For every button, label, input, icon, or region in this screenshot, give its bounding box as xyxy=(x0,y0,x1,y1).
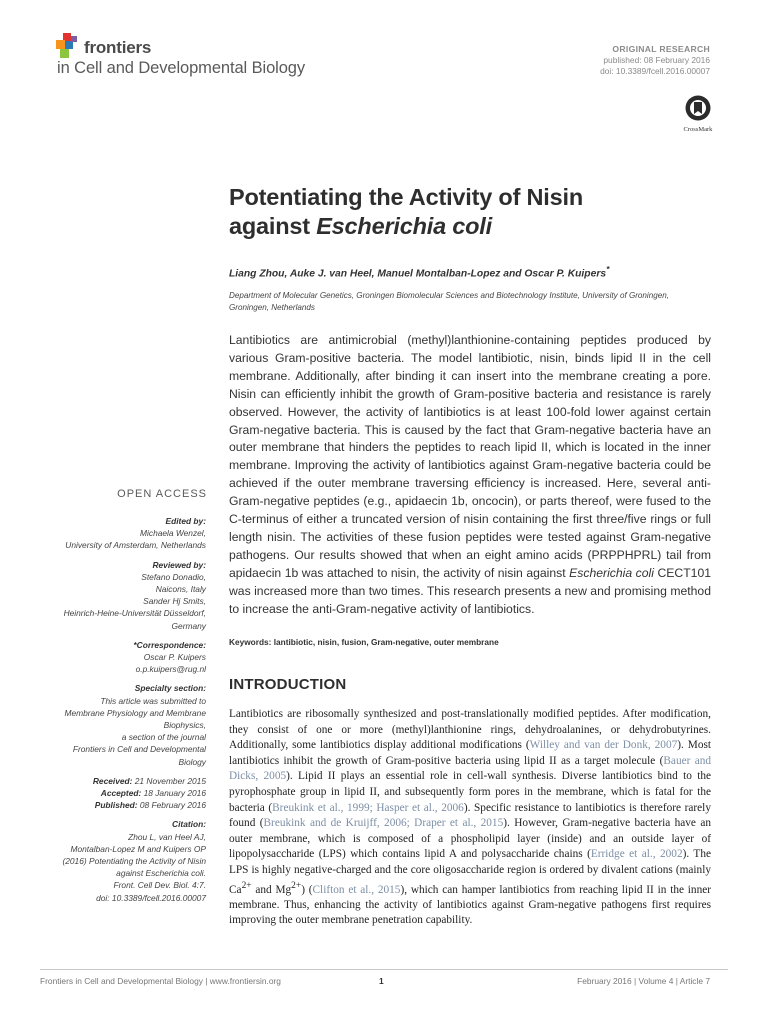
intro-text: and Mg xyxy=(251,883,292,896)
reviewer-affiliation: Naicons, Italy xyxy=(155,584,206,595)
article-info-sidebar xyxy=(40,515,206,911)
abstract-text-end: CECT101 was increased more than two times. This research presents a new and promising method to increase the anti-Gram-negative activity of lantibiotics. xyxy=(229,565,712,616)
citation-link[interactable]: Erridge et al., 2002 xyxy=(590,848,683,861)
received-label: Received: xyxy=(92,775,133,786)
specialty-line: This article was submitted to xyxy=(100,695,206,706)
footer-issue-info: February 2016 | Volume 4 | Article 7 xyxy=(577,976,710,986)
brand-name[interactable]: frontiers xyxy=(84,38,152,57)
crossmark-label: CrossMark xyxy=(683,126,713,133)
frontiers-logo-icon xyxy=(56,33,80,59)
citation-link[interactable]: Bauer and Dicks, 2005 xyxy=(229,754,712,783)
article-title xyxy=(229,183,709,241)
dates-section xyxy=(40,775,206,812)
citation-link[interactable]: Breukink et al., 1999; Hasper et al., 2006 xyxy=(272,801,464,814)
citation-line: (2016) Potentiating the Activity of Nisin xyxy=(62,856,206,867)
intro-text: ). The LPS is highly negative-charged and the core oligosaccharide region is ordered by divalent cations (mainly Ca xyxy=(229,848,711,896)
correspondence-email[interactable]: o.p.kuipers@rug.nl xyxy=(135,664,206,675)
accepted-row xyxy=(40,787,206,799)
article-type: ORIGINAL RESEARCH xyxy=(612,44,710,54)
citation-label: Citation: xyxy=(172,819,206,830)
reviewer-name[interactable]: Sander Hj Smits, xyxy=(143,596,206,607)
citation-line: Front. Cell Dev. Biol. 4:7. xyxy=(113,880,206,891)
footer-divider xyxy=(40,969,728,970)
accepted-date: 18 January 2016 xyxy=(143,788,206,799)
open-access-label: OPEN ACCESS xyxy=(117,488,207,500)
specialty-section xyxy=(40,682,206,767)
reviewer-affiliation: Heinrich-Heine-Universität Düsseldorf, xyxy=(63,608,206,619)
specialty-line: a section of the journal xyxy=(121,732,206,743)
edited-by-label: Edited by: xyxy=(165,516,206,526)
authors[interactable]: Liang Zhou, Auke J. van Heel, Manuel Montalban-Lopez and Oscar P. Kuipers xyxy=(229,268,607,280)
title-species: Escherichia coli xyxy=(316,213,492,239)
keywords: Keywords: lantibiotic, nisin, fusion, Gram-negative, outer membrane xyxy=(229,637,499,647)
citation-line: Zhou L, van Heel AJ, xyxy=(128,831,206,842)
affiliation: Department of Molecular Genetics, Groningen Biomolecular Sciences and Biotechnology Institute, University of Groningen, Groningen, Netherlands xyxy=(229,291,669,312)
received-date: 21 November 2015 xyxy=(134,775,206,786)
reviewer-name[interactable]: Stefano Donadio, xyxy=(141,571,206,582)
author-list xyxy=(229,264,719,279)
citation-doi[interactable]: doi: 10.3389/fcell.2016.00007 xyxy=(96,892,206,903)
published-date-sidebar: 08 February 2016 xyxy=(139,800,206,811)
correspondence-label: *Correspondence: xyxy=(133,639,206,650)
specialty-line: Biology xyxy=(178,756,206,767)
intro-text: ). Specific resistance to lantibiotics is therefore rarely found ( xyxy=(229,801,711,830)
edited-by-section xyxy=(40,515,206,552)
published-row xyxy=(40,799,206,811)
abstract xyxy=(229,332,711,619)
citation-link[interactable]: Willey and van der Donk, 2007 xyxy=(529,739,678,752)
corresponding-mark: * xyxy=(606,264,610,274)
crossmark-icon xyxy=(685,95,711,121)
doi-link[interactable]: doi: 10.3389/fcell.2016.00007 xyxy=(600,66,710,76)
specialty-label: Specialty section: xyxy=(134,683,206,694)
introduction-paragraph xyxy=(229,707,711,929)
specialty-line: Frontiers in Cell and Developmental xyxy=(72,744,206,755)
title-line-2-prefix: against xyxy=(229,213,317,239)
superscript: 2+ xyxy=(291,880,302,891)
citation-line: Montalban-Lopez M and Kuipers OP xyxy=(70,843,206,854)
intro-text: ). Most lantibiotics inhibit the growth of Gram-positive bacteria using lipid II as a target molecule ( xyxy=(229,739,712,767)
intro-text: ). Lipid II plays an essential role in cell-wall synthesis. Diverse lantibiotics bind to the pyrophosphate group in lipid II, and subsequently form pores in the membrane, which is fatal for the bacteria ( xyxy=(229,770,711,814)
abstract-text: Lantibiotics are antimicrobial (methyl)lanthionine-containing peptides produced by various Gram-positive bacteria. The model lantibiotic, nisin, binds lipid II in the cell membrane. Additionally, after binding it can insert into the membrane creating a pore. Nisin can efficiently inhibit the growth of Gram-positive bacteria and resistance is rarely observed. However, the activity of lantibiotics is at least 100-fold lower against certain Gram-negative bacteria. This is caused by the fact that Gram-negative bacteria have an outer membrane that hinders the peptides to reach lipid II, which is located in the inner membrane. Improving the activity of lantibiotics against Gram-negative bacteria could be achieved if the outer membrane traversing efficiency is increased. Here, several anti-Gram-negative peptides (e.g., apidaecin 1b, oncocin), or parts thereof, were fused to the C-terminus of either a truncated version of nisin containing the first three/five rings or full length nisin. The activities of these fusion peptides were tested against Gram-negative pathogens. Our results showed that when an eight amino acids (PRPPHPRL) tail from apidaecin 1b was attached to nisin, the activity of nisin against xyxy=(229,333,711,580)
citation-link[interactable]: Breukink and de Kruijff, 2006; Draper et al., 2015 xyxy=(263,817,504,830)
editor-name[interactable]: Michaela Wenzel, xyxy=(140,528,206,539)
editor-affiliation: University of Amsterdam, Netherlands xyxy=(65,540,206,551)
section-heading-introduction: INTRODUCTION xyxy=(229,676,347,693)
intro-text: ) ( xyxy=(301,883,313,896)
superscript: 2+ xyxy=(241,880,252,891)
reviewer-affiliation-country: Germany xyxy=(171,620,206,631)
citation-section xyxy=(40,818,206,903)
journal-name: in Cell and Developmental Biology xyxy=(57,59,306,77)
title-line-1: Potentiating the Activity of Nisin xyxy=(229,184,583,210)
specialty-line: Membrane Physiology and Membrane xyxy=(64,707,206,718)
correspondence-name: Oscar P. Kuipers xyxy=(143,652,206,663)
reviewed-by-section xyxy=(40,559,206,632)
intro-text: Lantibiotics are ribosomally synthesized and post-translationally modified peptides. After modification, they consist of one or more (methyl)lanthionine rings, dehydroalanines, or dehydrobutyrines. Additionally, some lantibiotics display additional modifications ( xyxy=(229,708,711,752)
reviewed-by-label: Reviewed by: xyxy=(152,559,206,570)
accepted-label: Accepted: xyxy=(100,788,142,799)
correspondence-section xyxy=(40,639,206,676)
published-date: published: 08 February 2016 xyxy=(603,55,710,65)
published-label: Published: xyxy=(94,800,138,811)
citation-line: against Escherichia coli. xyxy=(116,868,206,879)
specialty-line: Biophysics, xyxy=(163,720,206,731)
intro-text: ), which can hamper lantibiotics from reaching lipid II in the inner membrane. Thus, enhancing the activity of lantibiotics against Gram-negative pathogens first requires improving the outer membrane penetration capability. xyxy=(229,883,711,927)
crossmark-badge[interactable] xyxy=(680,95,716,135)
footer-journal-link[interactable]: Frontiers in Cell and Developmental Biology | www.frontiersin.org xyxy=(40,976,281,986)
citation-link[interactable]: Clifton et al., 2015 xyxy=(312,883,401,896)
page-number: 1 xyxy=(379,976,384,986)
intro-text: ). However, Gram-negative bacteria have an outer membrane, which is composed of a phospholipid layer (inside) and an outside layer of lipopolysaccharide (LPS) which contains lipid A and polysaccharide chains ( xyxy=(229,817,711,861)
abstract-species: Escherichia coli xyxy=(569,565,654,580)
received-row xyxy=(40,775,206,787)
